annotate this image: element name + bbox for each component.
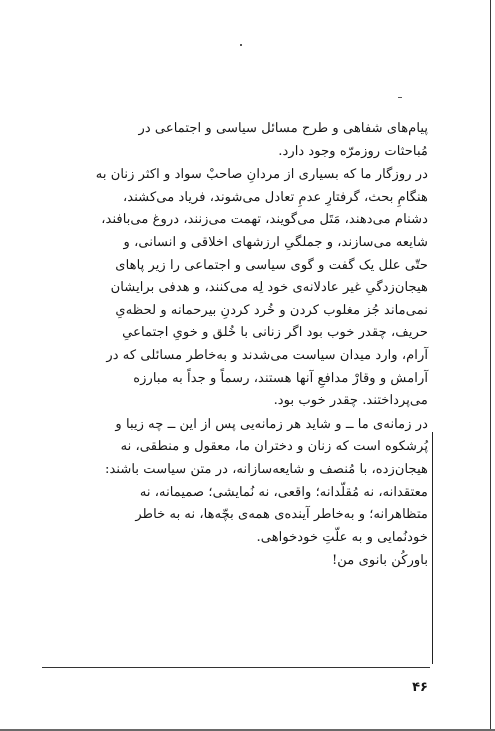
text-line: آرامش و وقارْ مدافعِ آنها هستند، رسماً و جداً به مبارزه [133, 370, 428, 386]
page-edge-right [490, 0, 491, 731]
text-line: دشنام می‌دهند، مَتَل می‌گویند، تهمت می‌زنند، دروغ می‌بافند، [101, 212, 428, 228]
text-line: هیجان‌زده، با مُنصف و شایعه‌سازانه، در متن سیاست باشند: [105, 461, 428, 477]
text-line: شایعه می‌سازند، و جملگیِ ارزشهای اخلاقی و انسانی، و [123, 234, 428, 250]
text-line: حتّی علل یک گفت و گوی سیاسی و اجتماعی را زیر پاهای [115, 257, 428, 273]
paragraph [66, 118, 428, 163]
scan-speck [398, 97, 402, 98]
text-line: هنگامِ بحث، گرفتارِ عدمِ تعادل می‌شوند، فریاد می‌کشند، [123, 189, 428, 205]
text-line: هیجان‌زدگیِ غیر عادلانه‌ی خود لِه می‌کنند، و هدفی برایشان [110, 280, 428, 296]
scan-speck [240, 44, 242, 46]
paragraph [66, 164, 428, 413]
text-line: در زمانه‌ی ما ــ و شاید هر زمانه‌یی پس از این ــ چه زیبا و [115, 416, 428, 432]
text-line: می‌پرداختند. چقدر خوب بود. [273, 393, 428, 409]
text-line: پیام‌های شفاهی و طرح مسائل سیاسی و اجتماعی در [138, 121, 428, 136]
paragraph [66, 414, 428, 550]
text-line: پُرشکوه است که زنان و دختران ما، معقول و منطقی، نه [120, 439, 428, 455]
page-number: ۴۶ [412, 680, 428, 695]
text-line: باورکُن بانوی من! [331, 553, 428, 569]
paragraph [66, 550, 428, 573]
text-line: نمی‌ماند جُز مغلوب کردن و خُرد کردنِ بیرحمانه و لحظه‌یِ [115, 302, 428, 318]
body-text [66, 118, 428, 573]
text-line: آرام، وارد میدان سیاست می‌شدند و به‌خاطر مسائلی که در [106, 347, 428, 363]
text-line: حریف، چقدر خوب بود اگر زنانی با خُلق و خویِ اجتماعیِ [122, 325, 428, 341]
text-line: متظاهرانه؛ و به‌خاطر آینده‌ی همه‌ی بچّه‌ها، نه به خاطر [135, 507, 428, 523]
text-line: در روزگار ما که بسیاری از مردانِ صاحبْ سواد و اکثر زنان به [95, 167, 428, 183]
footer-rule [42, 667, 430, 668]
margin-bar [432, 432, 433, 664]
text-line: مُباحثات روزمرّه وجود دارد. [278, 143, 428, 159]
text-line: معتقدانه، نه مُقلّدانه؛ واقعی، نه نُمایشی؛ صمیمانه، نه [139, 484, 428, 500]
text-line: خودنُمایی و به علّتِ خودخواهی. [256, 529, 428, 545]
